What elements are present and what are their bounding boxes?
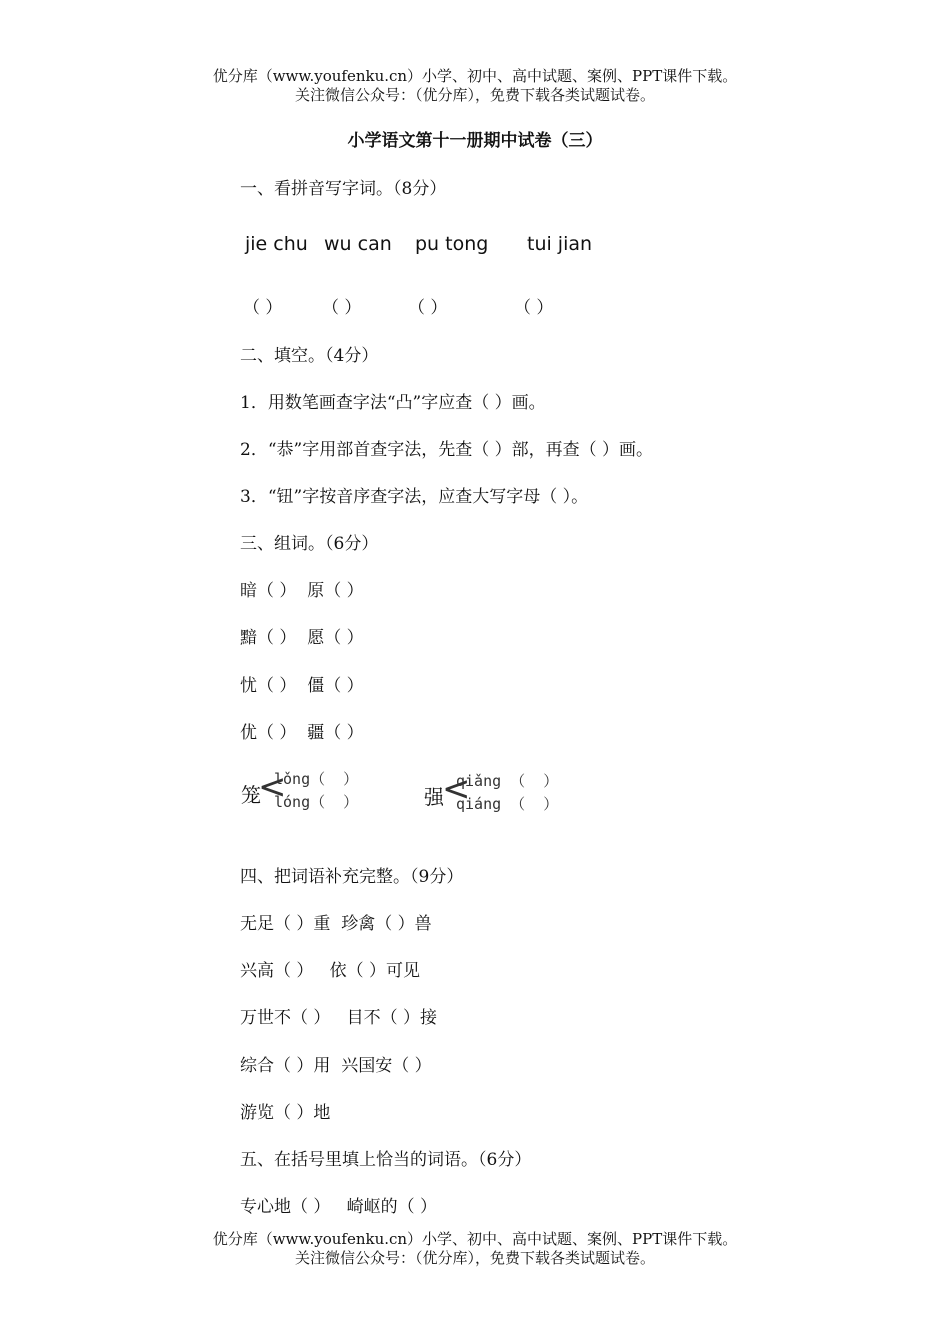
idiom-row-3: 万世不（ ） 目不（ ）接 <box>240 1008 438 1028</box>
word-row-4: 优（ ） 疆（ ） <box>240 723 364 743</box>
header-line-2: 关注微信公众号：（优分库），免费下载各类试题试卷。 <box>294 86 655 104</box>
fill-item-3: 3．“钮”字按音序查字法，应查大写字母（ ）。 <box>240 487 589 507</box>
phrase-row-1: 专心地（ ） 崎岖的（ ） <box>240 1197 438 1217</box>
idiom-row-4: 综合（ ）用 兴国安（ ） <box>240 1056 432 1076</box>
pinyin-2: wu can <box>324 233 392 255</box>
footer-line-1: 优分库（www.youfenku.cn）小学、初中、高中试题、案例、PPT课件下载。 <box>212 1230 738 1248</box>
word-row-2: 黯（ ） 愿（ ） <box>240 628 364 648</box>
idiom-row-1: 无足（ ）重 珍禽（ ）兽 <box>240 914 432 934</box>
section2-heading: 二、填空。（4分） <box>240 346 379 366</box>
footer-line-2: 关注微信公众号：（优分库），免费下载各类试题试卷。 <box>294 1249 655 1267</box>
section4-heading: 四、把词语补充完整。（9分） <box>240 867 464 887</box>
pinyin-4: tui jian <box>527 233 593 255</box>
section5-heading: 五、在括号里填上恰当的词语。（6分） <box>240 1150 532 1170</box>
poly-reading-long-2: lóng（ ） <box>274 793 359 811</box>
idiom-row-2: 兴高（ ） 依（ ）可见 <box>240 961 421 981</box>
poly-reading-qiang-2: qiáng （ ） <box>456 795 559 813</box>
poly-char-qiang: 强 <box>424 785 444 809</box>
brace-icon: < <box>258 767 287 807</box>
pinyin-3: pu tong <box>415 233 489 255</box>
fill-item-2: 2．“恭”字用部首查字法，先查（ ）部，再查（ ）画。 <box>240 440 654 460</box>
fill-item-1: 1．用数笔画查字法“凸”字应查（ ）画。 <box>240 393 546 413</box>
answer-blank-2[interactable]: （ ） <box>322 298 362 318</box>
word-row-1: 暗（ ） 原（ ） <box>240 581 364 601</box>
pinyin-1: jie chu <box>245 233 308 255</box>
answer-blank-4[interactable]: （ ） <box>514 298 554 318</box>
header-line-1: 优分库（www.youfenku.cn）小学、初中、高中试题、案例、PPT课件下载。 <box>212 67 738 85</box>
poly-reading-long-1: lǒng（ ） <box>274 770 359 788</box>
brace-icon: < <box>442 769 471 809</box>
poly-reading-qiang-1: qiǎng （ ） <box>456 772 559 790</box>
answer-blank-3[interactable]: （ ） <box>408 298 448 318</box>
poly-char-long: 笼 <box>241 783 261 807</box>
idiom-row-5: 游览（ ）地 <box>240 1103 331 1123</box>
section1-heading: 一、看拼音写字词。（8分） <box>240 179 447 199</box>
word-row-3: 忧（ ） 僵（ ） <box>240 676 364 696</box>
page-title: 小学语文第十一册期中试卷（三） <box>347 131 603 151</box>
section3-heading: 三、组词。（6分） <box>240 534 379 554</box>
answer-blank-1[interactable]: （ ） <box>243 298 283 318</box>
